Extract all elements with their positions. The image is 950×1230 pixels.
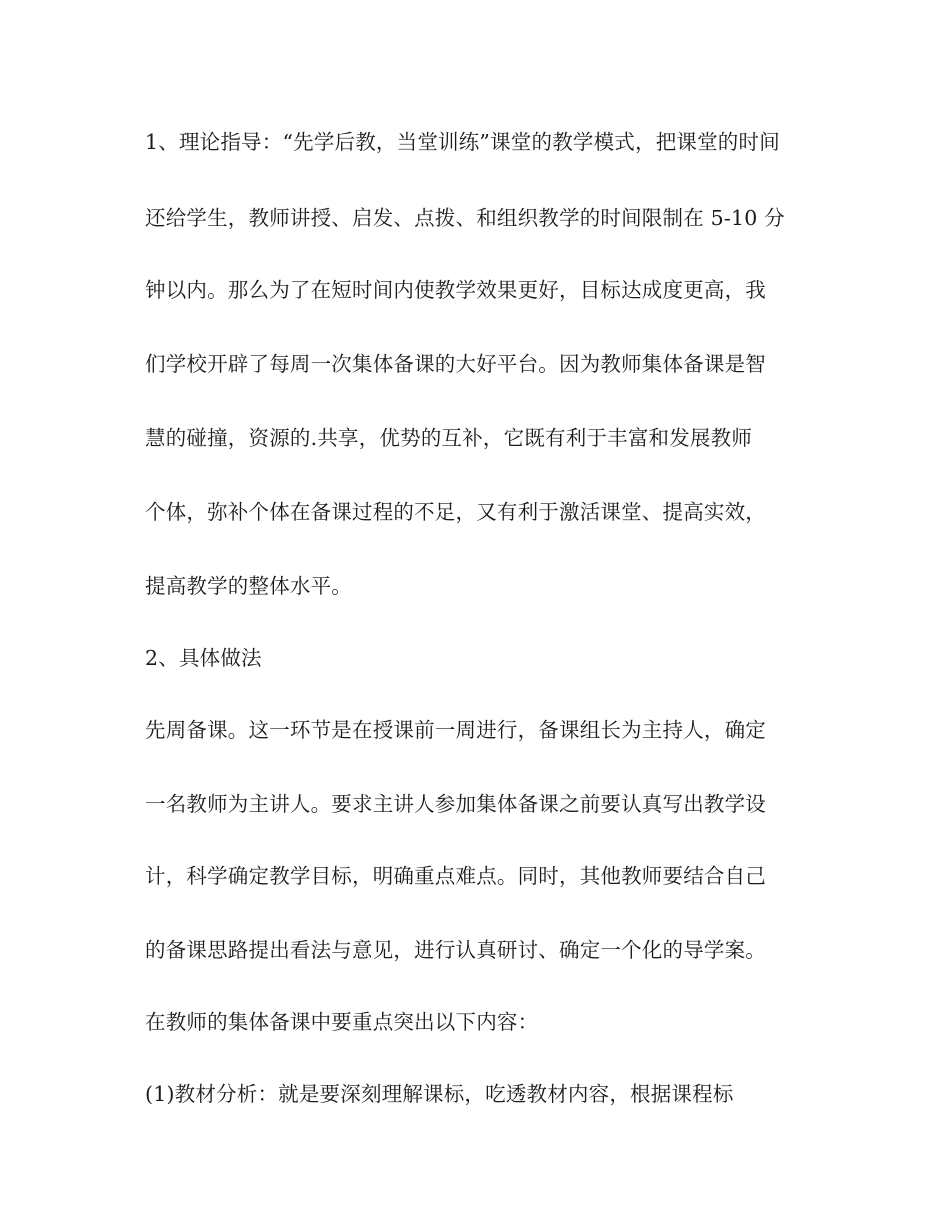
text-line: 提高教学的整体水平。 (145, 574, 352, 598)
text-line: 个体，弥补个体在备课过程的不足，又有利于激活课堂、提高实效， (145, 500, 766, 524)
text-line: 1、理论指导：“先学后教，当堂训练”课堂的教学模式，把课堂的时间 (145, 130, 780, 154)
text-line: 还给学生，教师讲授、启发、点拨、和组织教学的时间限制在 5-10 分 (145, 206, 785, 230)
text-line: 钟以内。那么为了在短时间内使教学效果更好，目标达成度更高，我 (145, 278, 766, 302)
text-line: 慧的碰撞，资源的.共享，优势的互补，它既有利于丰富和发展教师 (145, 426, 753, 450)
text-line: (1)教材分析：就是要深刻理解课标，吃透教材内容，根据课程标 (145, 1082, 734, 1106)
section-heading: 2、具体做法 (145, 646, 262, 670)
text-line: 一名教师为主讲人。要求主讲人参加集体备课之前要认真写出教学设 (145, 792, 766, 816)
text-line: 们学校开辟了每周一次集体备课的大好平台。因为教师集体备课是智 (145, 352, 766, 376)
text-line: 计，科学确定教学目标，明确重点难点。同时，其他教师要结合自己 (145, 864, 766, 888)
text-line: 的备课思路提出看法与意见，进行认真研讨、确定一个化的导学案。 (145, 938, 766, 962)
text-line: 在教师的集体备课中要重点突出以下内容： (145, 1010, 539, 1034)
text-line: 先周备课。这一环节是在授课前一周进行，备课组长为主持人，确定 (145, 718, 766, 742)
